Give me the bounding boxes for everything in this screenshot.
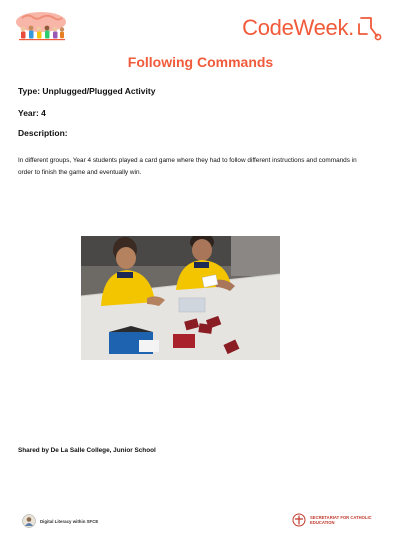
codeweek-bracket-icon [355,14,383,42]
children-world-icon [14,10,68,46]
secretariat-emblem-icon [292,513,306,527]
students-card-game-image [81,236,280,360]
activity-type: Type: Unplugged/Plugged Activity [18,86,156,96]
footer-secretariat [292,513,382,527]
shared-by-credit: Shared by De La Salle College, Junior School [18,447,156,454]
footer-digital-literacy [22,514,98,528]
activity-year: Year: 4 [18,108,46,118]
codeweek-logo [242,14,383,42]
footer-right-label: SECRETARIAT FOR CATHOLIC EDUCATION [310,515,372,525]
description-heading: Description: [18,128,68,138]
digital-literacy-icon [22,514,36,528]
classroom-photo [81,236,280,360]
footer-left-label: Digital Literacy within SFCE [40,518,99,524]
description-text: In different groups, Year 4 students played a card game where they had to follow different instructions and commands in order to finish the game and eventually win. [18,157,357,176]
document-title: Following Commands [127,54,274,70]
codeweek-wordmark: CodeWeek. [242,15,354,40]
children-world-logo [14,10,68,46]
